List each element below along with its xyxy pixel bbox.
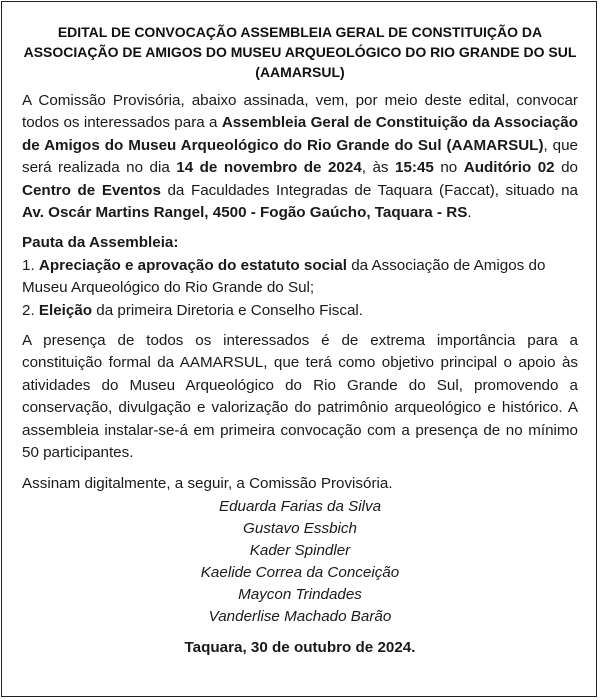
place-and-date: Taquara, 30 de outubro de 2024. — [184, 638, 416, 656]
agenda-item-number: 1. — [22, 256, 39, 274]
signer-name: Vanderlise Machado Barão — [208, 607, 392, 625]
agenda-item-highlight: Eleição — [38, 301, 93, 319]
signer-name: Kader Spindler — [249, 541, 351, 559]
intro-text-6: da Faculdades Integradas de Taquara (Faccat), situado na — [160, 181, 578, 199]
assembly-venue: Centro de Eventos — [22, 181, 161, 199]
intro-text-7: . — [467, 204, 472, 222]
agenda-item-highlight: Apreciação e aprovação do estatuto social — [38, 256, 347, 274]
intro-paragraph — [22, 90, 578, 224]
intro-text-1: A Comissão Provisória, abaixo assinada, vem, por meio deste edital, convocar todos os interessados para a — [22, 92, 578, 132]
document-title: EDITAL DE CONVOCAÇÃO ASSEMBLEIA GERAL DE CONSTITUIÇÃO DA ASSOCIAÇÃO DE AMIGOS DO MUSEU ARQUEOLÓGICO DO RIO GRANDE DO SUL (AAMARSUL) — [23, 24, 577, 80]
signer-name: Gustavo Essbich — [243, 519, 357, 537]
assembly-room: Auditório 02 — [463, 159, 555, 177]
agenda-item-1 — [22, 255, 578, 300]
signature-intro: Assinam digitalmente, a seguir, a Comissão Provisória. — [22, 474, 393, 492]
assembly-name: Assembleia Geral de Constituição da Associação de Amigos do Museu Arqueológico do Rio Grande do Sul (AAMARSUL) — [22, 114, 578, 154]
assembly-date: 14 de novembro de 2024 — [176, 159, 362, 177]
agenda-item-text: da primeira Diretoria e Conselho Fiscal. — [92, 301, 364, 319]
signers-list — [22, 496, 578, 628]
assembly-time: 15:45 — [395, 159, 434, 177]
agenda-item-2 — [22, 300, 578, 322]
signer-name: Kaelide Correa da Conceição — [200, 563, 400, 581]
signer-name: Eduarda Farias da Silva — [218, 497, 382, 515]
intro-text-5: do — [554, 159, 578, 177]
assembly-address: Av. Oscár Martins Rangel, 4500 - Fogão Gaúcho, Taquara - RS — [22, 204, 468, 222]
body-paragraph: A presença de todos os interessados é de extrema importância para a constituição formal da AAMARSUL, que terá como objetivo principal o apoio às atividades do Museu Arqueológico do Rio Grande do Sul, promovendo a conservação, divulgação e valorização do patrimônio arqueológico e histórico. A assembleia instalar-se-á em primeira convocação com a presença de no mínimo 50 participantes. — [22, 332, 578, 462]
intro-text-2: , que será realizada no dia — [22, 136, 578, 177]
edital-document — [22, 22, 578, 659]
intro-text-4: no — [433, 159, 464, 177]
agenda-item-number: 2. — [22, 301, 39, 319]
signer-name: Maycon Trindades — [238, 585, 362, 603]
agenda-item-text: da Associação de Amigos do Museu Arqueológico do Rio Grande do Sul; — [22, 256, 546, 297]
agenda-title: Pauta da Assembleia: — [22, 234, 179, 252]
intro-text-3: , às — [361, 159, 395, 177]
